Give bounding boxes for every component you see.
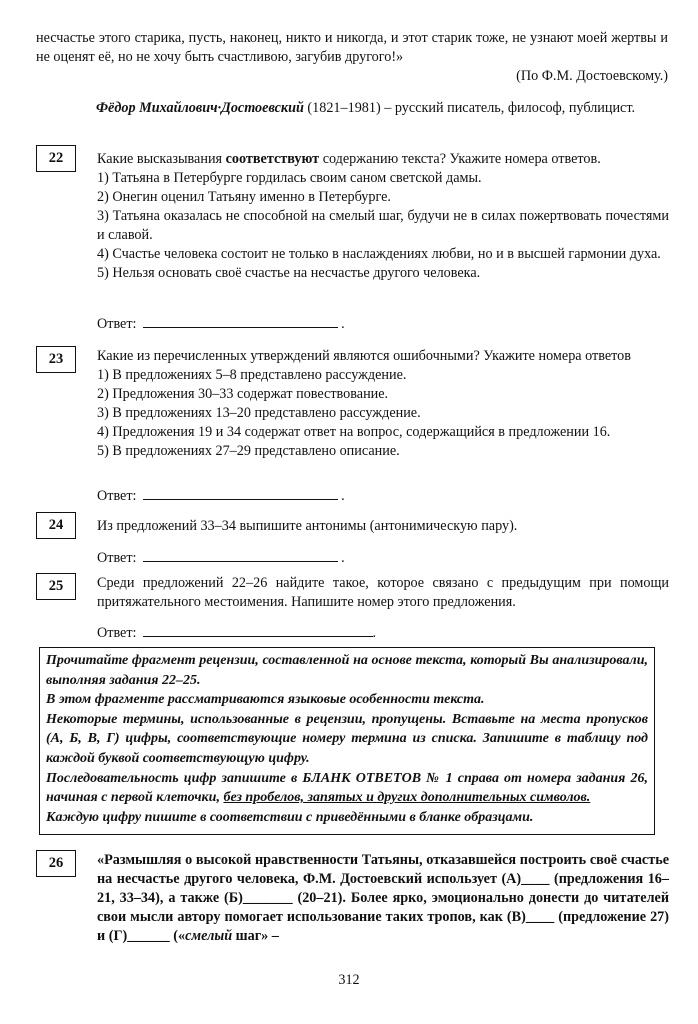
instruction-4: Последовательность цифр запишите в БЛАНК ОТВЕТОВ № 1 справа от номера задания 26, начиная с первой клеточки, без пробелов, запятых и других дополнительных символов. bbox=[46, 770, 648, 806]
answer-line[interactable] bbox=[143, 547, 338, 562]
passage-end: несчастье этого старика, пусть, наконец, никто и никогда, и этот старик тоже, не узнают моей жертвы и не оценят её, но не хочу быть счастливою, загубив другого!» bbox=[36, 30, 668, 65]
answer-field[interactable]: Ответ: . bbox=[97, 485, 345, 506]
author-bio-text: (1821–1981) – русский писатель, философ, публицист. bbox=[303, 100, 636, 116]
option: 3) Татьяна оказалась не способной на смелый шаг, будучи не в силах пожертвовать почестями и славой. bbox=[97, 208, 669, 243]
question-22 bbox=[97, 150, 669, 283]
answer-field[interactable]: Ответ: . bbox=[97, 313, 345, 334]
question-number-box: 25 bbox=[36, 573, 76, 600]
answer-line[interactable] bbox=[143, 485, 338, 500]
option: 4) Счастье человека состоит не только в наслаждениях любви, но и в высшей гармонии духа. bbox=[97, 246, 661, 262]
option: 3) В предложениях 13–20 представлено рассуждение. bbox=[97, 405, 421, 421]
answer-line[interactable] bbox=[143, 622, 373, 637]
answer-field[interactable]: Ответ: . bbox=[97, 547, 345, 568]
instruction-5: Каждую цифру пишите в соответствии с приведёнными в бланке образцами. bbox=[46, 809, 534, 825]
option: 1) В предложениях 5–8 представлено рассуждение. bbox=[97, 367, 407, 383]
question-26: «Размышляя о высокой нравственности Татьяны, отказавшейся построить своё счастье на несчастье другого человека, Ф.М. Достоевский использует (А)____ (предложения 16–21, 33–34), а также (Б)_______ (20–21). Более ярко, эмоционально донести до читателей свои мысли автору помогает использование таких тропов, как (В)____ (предложение 27) и (Г)______ («смелый шаг» – bbox=[97, 852, 669, 944]
answer-line[interactable] bbox=[143, 313, 338, 328]
answer-field[interactable]: Ответ: . bbox=[97, 622, 376, 643]
author-name: Фёдор Михайлович·Достоевский bbox=[96, 100, 304, 116]
option: 2) Предложения 30–33 содержат повествование. bbox=[97, 386, 389, 402]
question-prompt: Какие высказывания соответствуют содержанию текста? Укажите номера ответов. bbox=[97, 151, 601, 167]
question-23 bbox=[97, 347, 669, 461]
instruction-3: Некоторые термины, использованные в рецензии, пропущены. Вставьте на места пропусков (А, Б, В, Г) цифры, соответствующие номеру термина из списка. Запишите в таблицу под каждой буквой соответствующую цифру. bbox=[46, 711, 648, 766]
question-number-box: 22 bbox=[36, 145, 76, 172]
question-24 bbox=[97, 517, 669, 536]
passage-source: (По Ф.М. Достоевскому.) bbox=[516, 68, 668, 84]
option: 5) Нельзя основать своё счастье на несчастье другого человека. bbox=[97, 265, 481, 281]
option: 1) Татьяна в Петербурге гордилась своим саном светской дамы. bbox=[97, 170, 482, 186]
question-prompt: Какие из перечисленных утверждений являются ошибочными? Укажите номера ответов bbox=[97, 348, 631, 364]
option: 4) Предложения 19 и 34 содержат ответ на вопрос, содержащийся в предложении 16. bbox=[97, 424, 611, 440]
question-number-box: 23 bbox=[36, 346, 76, 373]
instructions-box bbox=[39, 647, 655, 835]
question-number-box: 26 bbox=[36, 850, 76, 877]
question-prompt: Из предложений 33–34 выпишите антонимы (антонимическую пару). bbox=[97, 518, 518, 534]
instruction-1: Прочитайте фрагмент рецензии, составленной на основе текста, который Вы анализировали, выполняя задания 22–25. bbox=[46, 653, 648, 688]
page-number: 312 bbox=[338, 972, 360, 988]
instruction-2: В этом фрагменте рассматриваются языковые особенности текста. bbox=[46, 692, 485, 708]
author-bio bbox=[36, 99, 668, 118]
question-number-box: 24 bbox=[36, 512, 76, 539]
option: 2) Онегин оценил Татьяну именно в Петербурге. bbox=[97, 189, 391, 205]
option: 5) В предложениях 27–29 представлено описание. bbox=[97, 443, 400, 459]
question-25 bbox=[97, 574, 669, 612]
question-prompt: Среди предложений 22–26 найдите такое, которое связано с предыдущим при помощи притяжательного местоимения. Напишите номер этого предложения. bbox=[97, 575, 669, 610]
